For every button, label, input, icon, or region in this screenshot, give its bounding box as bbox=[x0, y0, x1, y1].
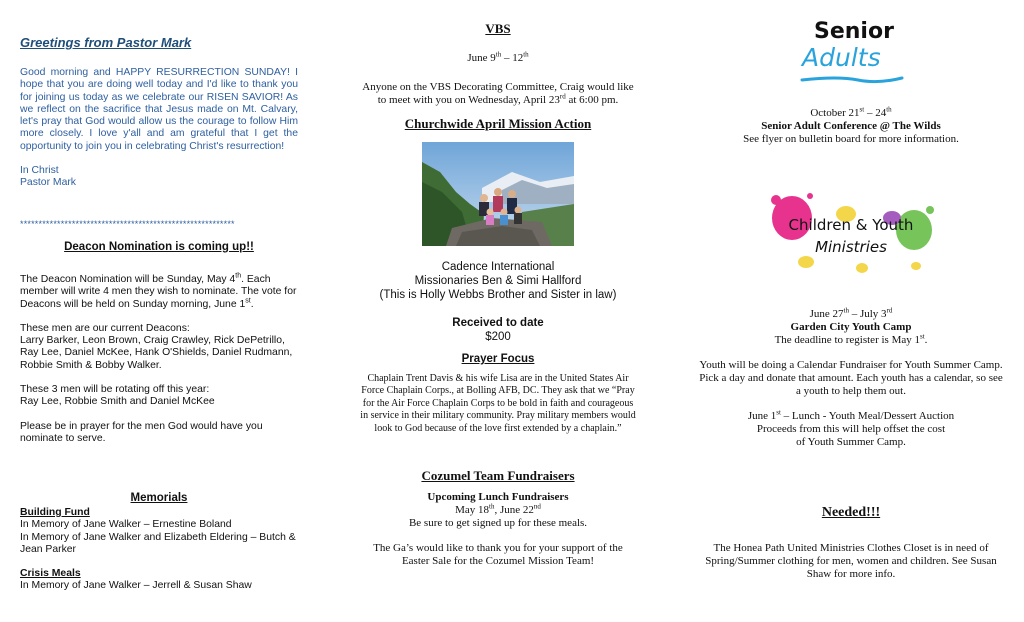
deacon-prayer: Please be in prayer for the men God would have you nominate to serve. bbox=[20, 420, 263, 444]
cozumel-thanks: The Ga’s would like to thank you for your support of the Easter Sale for the Cozumel Mission Team! bbox=[373, 542, 623, 567]
prayer-body: Chaplain Trent Davis & his wife Lisa are in the United States Air Force Chaplain Corps., at Bolling AFB, DC. They ask that we “Pray for the Air Force Chaplain Corps to be bold in faith and courageous in service in their military community. Pray military members would look to God because of the love first extended by a chaplain.” bbox=[360, 373, 636, 434]
mission-note: (This is Holly Webbs Brother and Sister in law) bbox=[379, 289, 617, 301]
youth-dates: June 27th – July 3rd bbox=[809, 306, 893, 320]
cozumel-section bbox=[352, 491, 644, 568]
deacon-rotating-list: Ray Lee, Robbie Smith and Daniel McKee bbox=[20, 396, 215, 408]
memorials-title: Memorials bbox=[130, 492, 188, 504]
missionaries-photo bbox=[422, 142, 574, 246]
youth-lunch: June 1st – Lunch - Youth Meal/Dessert Auction bbox=[747, 408, 955, 422]
cozumel-title: Cozumel Team Fundraisers bbox=[421, 468, 575, 483]
senior-flyer: See flyer on bulletin board for more information. bbox=[743, 133, 959, 145]
youth-camp-details bbox=[696, 308, 1006, 449]
senior-dates: October 21st – 24th bbox=[810, 105, 892, 119]
missionaries-photo-image bbox=[422, 142, 574, 246]
youth-proceeds: Proceeds from this will help offset the cost of Youth Summer Camp. bbox=[756, 423, 946, 448]
needed-body: The Honea Path United Ministries Clothes Closet is in need of Spring/Summer clothing for men, women and children. See Susan Shaw for more info. bbox=[705, 542, 997, 580]
memorials-section bbox=[20, 507, 298, 593]
youth-logo-line1: Children & Youth bbox=[788, 216, 914, 234]
deacon-title: Deacon Nomination is coming up!! bbox=[64, 241, 254, 253]
mission-title: Churchwide April Mission Action bbox=[404, 116, 592, 131]
senior-logo-swoosh bbox=[798, 74, 908, 86]
vbs-title: VBS bbox=[485, 21, 511, 36]
building-fund-entry: In Memory of Jane Walker and Elizabeth Eldering – Butch & Jean Parker bbox=[20, 531, 296, 555]
greetings-title: Greetings from Pastor Mark bbox=[20, 35, 192, 50]
needed-title: Needed!!! bbox=[821, 505, 881, 520]
senior-logo-line2: Adults bbox=[802, 43, 881, 72]
greetings-body: Good morning and HAPPY RESURRECTION SUNDAY! I hope that you are doing well today and I'd like to thank you for joining us today as we celebrate our RISEN SAVIOR! As we reflect on the sacrifice that Jesus made on Mt. Calvary, let's pray that God would allow us the courage to follow Him more closely. I love y'all and am grateful that I get the opportunity to join you in celebrating Christ's resurrection! bbox=[20, 67, 298, 152]
deacon-current-label: These men are our current Deacons: bbox=[20, 322, 190, 334]
building-fund-entry: In Memory of Jane Walker – Ernestine Boland bbox=[20, 519, 232, 531]
cozumel-signup: Be sure to get signed up for these meals. bbox=[408, 517, 588, 529]
youth-camp-name: Garden City Youth Camp bbox=[790, 321, 912, 333]
mission-missionaries: Missionaries Ben & Simi Hallford bbox=[414, 275, 582, 287]
senior-adults-logo bbox=[798, 20, 908, 88]
cozumel-subtitle: Upcoming Lunch Fundraisers bbox=[427, 491, 569, 503]
youth-fundraiser: Youth will be doing a Calendar Fundraiser for Youth Summer Camp. Pick a day and donate that amount. Each youth has a calendar, so see a youth to help them out. bbox=[699, 359, 1003, 397]
deacon-paragraph-1: The Deacon Nomination will be Sunday, May 4th. Each member will write 4 men they wish to nominate. The vote for Deacons will be held on Sunday morning, June 1st. bbox=[20, 272, 297, 310]
children-youth-logo bbox=[766, 188, 936, 280]
vbs-dates: June 9th – 12th bbox=[467, 50, 529, 64]
star-divider: ********************************************************** bbox=[20, 219, 235, 229]
deacon-section bbox=[20, 274, 298, 445]
received-label: Received to date bbox=[452, 317, 544, 329]
cozumel-dates: May 18th, June 22nd bbox=[455, 502, 541, 516]
building-fund-heading: Building Fund bbox=[20, 507, 90, 518]
crisis-meals-heading: Crisis Meals bbox=[20, 568, 81, 580]
crisis-meals-entry: In Memory of Jane Walker – Jerrell & Susan Shaw bbox=[20, 580, 252, 592]
senior-details bbox=[696, 107, 1006, 146]
mission-org: Cadence International bbox=[441, 261, 555, 273]
right-column bbox=[696, 0, 1006, 622]
deacon-rotating-label: These 3 men will be rotating off this year: bbox=[20, 384, 210, 396]
senior-conference: Senior Adult Conference @ The Wilds bbox=[761, 120, 941, 132]
deacon-current-list: Larry Barker, Leon Brown, Craig Crawley, Rick DePetrillo, Ray Lee, Daniel McKee, Hank O'Shields, Daniel Rudmann, Robbie Smith & Bobby Walker. bbox=[20, 335, 293, 371]
senior-logo-line1: Senior bbox=[814, 19, 894, 44]
youth-deadline: The deadline to register is May 1st. bbox=[774, 332, 928, 346]
greetings-closing: In Christ bbox=[20, 165, 59, 177]
greetings-signature: Pastor Mark bbox=[20, 177, 77, 189]
left-column bbox=[20, 0, 298, 622]
greetings-section bbox=[20, 67, 298, 190]
prayer-title: Prayer Focus bbox=[461, 353, 535, 365]
youth-logo-line2: Ministries bbox=[815, 238, 887, 256]
paint-splatter-graphic bbox=[766, 188, 936, 280]
middle-column bbox=[352, 0, 644, 622]
mission-details bbox=[352, 260, 644, 344]
vbs-body: Anyone on the VBS Decorating Committee, Craig would like to meet with you on Wednesday, April 23rd at 6:00 pm. bbox=[362, 81, 634, 106]
received-amount: $200 bbox=[485, 331, 511, 343]
